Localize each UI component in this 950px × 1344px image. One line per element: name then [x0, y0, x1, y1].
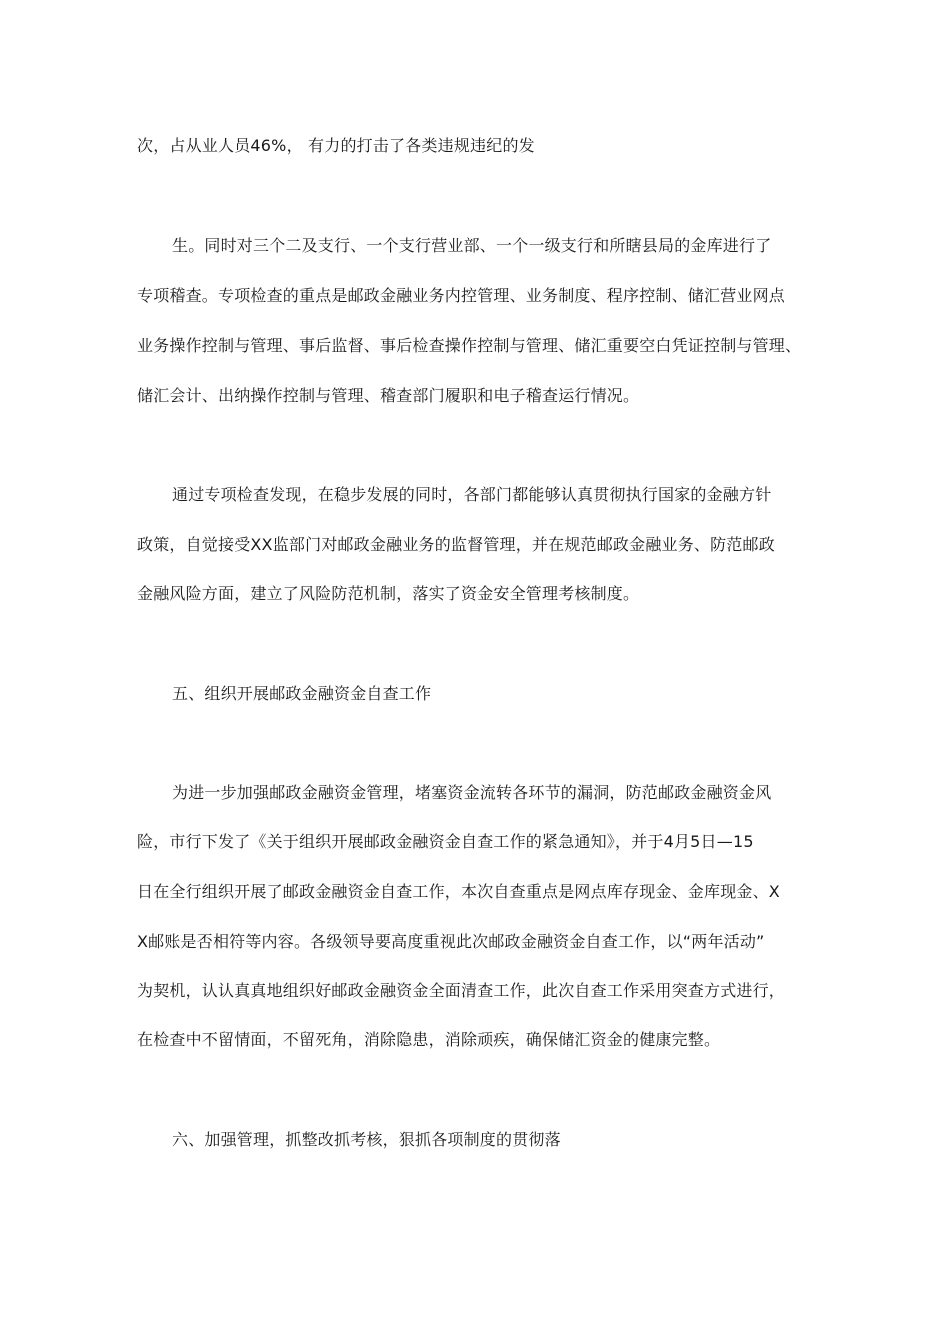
- text-line: 在检查中不留情面，不留死角，消除隐患，消除顽疾，确保储汇资金的健康完整。: [137, 1030, 721, 1049]
- text-line: 金融风险方面，建立了风险防范机制，落实了资金安全管理考核制度。: [137, 584, 640, 603]
- section-heading: 五、组织开展邮政金融资金自查工作: [172, 684, 432, 703]
- text-line: 政策，自觉接受XX监部门对邮政金融业务的监督管理，并在规范邮政金融业务、防范邮政: [137, 535, 775, 554]
- text-line: 通过专项检查发现，在稳步发展的同时，各部门都能够认真贯彻执行国家的金融方针: [172, 485, 772, 504]
- text-line: 储汇会计、出纳操作控制与管理、稽查部门履职和电子稽查运行情况。: [137, 386, 640, 405]
- text-line: X邮账是否相符等内容。各级领导要高度重视此次邮政金融资金自查工作，以“两年活动”: [137, 932, 765, 951]
- text-line: 业务操作控制与管理、事后监督、事后检查操作控制与管理、储汇重要空白凭证控制与管理、: [137, 336, 802, 355]
- text-line: 为契机，认认真真地组织好邮政金融资金全面清查工作，此次自查工作采用突查方式进行，: [137, 981, 786, 1000]
- text-line: 专项稽查。专项检查的重点是邮政金融业务内控管理、业务制度、程序控制、储汇营业网点: [137, 286, 786, 305]
- text-line: 为进一步加强邮政金融资金管理，堵塞资金流转各环节的漏洞，防范邮政金融资金风: [172, 783, 772, 802]
- text-line: 险，市行下发了《关于组织开展邮政金融资金自查工作的紧急通知》，并于4月5日—15: [137, 832, 754, 851]
- text-line: 日在全行组织开展了邮政金融资金自查工作，本次自查重点是网点库存现金、金库现金、X: [137, 882, 780, 901]
- section-heading: 六、加强管理，抓整改抓考核，狠抓各项制度的贯彻落: [172, 1130, 561, 1149]
- text-line: 次，占从业人员46%， 有力的打击了各类违规违纪的发: [137, 136, 535, 155]
- text-line: 生。同时对三个二及支行、一个支行营业部、一个一级支行和所瞎县局的金库进行了: [172, 236, 772, 255]
